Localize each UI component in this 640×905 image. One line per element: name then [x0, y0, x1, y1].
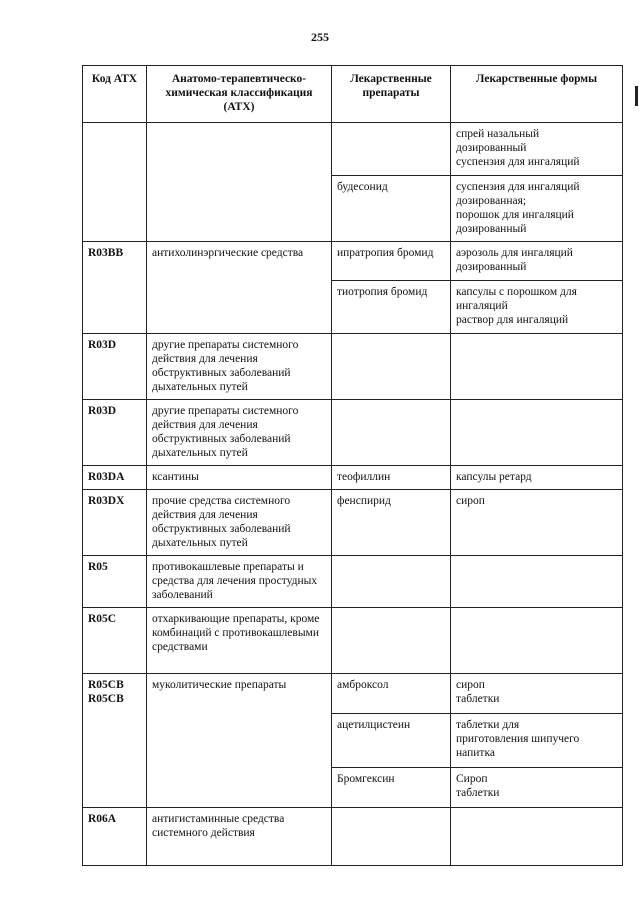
cell-atc-code: R03DA	[83, 466, 147, 490]
cell-drug	[332, 400, 451, 466]
cell-dosage-form: суспензия для ингаляций дозированная; порошок для ингаляций дозированный	[451, 176, 623, 242]
cell-dosage-form: капсулы с порошком для ингаляций раствор для ингаляций	[451, 281, 623, 334]
cell-dosage-form: таблетки для приготовления шипучего напитка	[451, 714, 623, 768]
scan-edge-mark	[635, 86, 638, 106]
cell-drug	[332, 123, 451, 176]
cell-atc-code: R05	[83, 556, 147, 608]
cell-drug: тиотропия бромид	[332, 281, 451, 334]
cell-dosage-form: Сироп таблетки	[451, 768, 623, 808]
cell-drug: амброксол	[332, 674, 451, 714]
cell-drug: теофиллин	[332, 466, 451, 490]
table-row	[83, 334, 623, 400]
cell-dosage-form: аэрозоль для ингаляций дозированный	[451, 242, 623, 281]
header-atc-code: Код АТХ	[83, 66, 147, 123]
cell-dosage-form	[451, 556, 623, 608]
cell-atc-code	[83, 123, 147, 242]
cell-classification	[147, 123, 332, 242]
cell-classification: отхаркивающие препараты, кроме комбинаций с противокашлевыми средствами	[147, 608, 332, 674]
atc-drug-table	[82, 65, 623, 866]
header-dosage-forms: Лекарственные формы	[451, 66, 623, 123]
cell-classification: прочие средства системного действия для лечения обструктивных заболеваний дыхательных путей	[147, 490, 332, 556]
cell-classification: ксантины	[147, 466, 332, 490]
cell-atc-code: R05C	[83, 608, 147, 674]
cell-drug: фенспирид	[332, 490, 451, 556]
cell-classification: противокашлевые препараты и средства для лечения простудных заболеваний	[147, 556, 332, 608]
cell-drug	[332, 608, 451, 674]
cell-drug	[332, 334, 451, 400]
cell-dosage-form: сироп таблетки	[451, 674, 623, 714]
cell-atc-code: R03BB	[83, 242, 147, 334]
cell-drug	[332, 808, 451, 866]
table-row	[83, 674, 623, 714]
cell-dosage-form: сироп	[451, 490, 623, 556]
cell-atc-code: R05CB R05CB	[83, 674, 147, 808]
cell-drug: Бромгексин	[332, 768, 451, 808]
cell-atc-code: R03DX	[83, 490, 147, 556]
header-atc-classification: Анатомо-терапевтическо-химическая классификация (АТХ)	[147, 66, 332, 123]
cell-drug	[332, 556, 451, 608]
cell-drug: ипратропия бромид	[332, 242, 451, 281]
table-row	[83, 242, 623, 281]
cell-classification: другие препараты системного действия для лечения обструктивных заболеваний дыхательных путей	[147, 400, 332, 466]
cell-dosage-form	[451, 808, 623, 866]
table-row	[83, 400, 623, 466]
table-row	[83, 466, 623, 490]
table-header-row	[83, 66, 623, 123]
cell-classification: антигистаминные средства системного действия	[147, 808, 332, 866]
header-drugs: Лекарственные препараты	[332, 66, 451, 123]
cell-drug: ацетилцистеин	[332, 714, 451, 768]
cell-classification: муколитические препараты	[147, 674, 332, 808]
cell-dosage-form	[451, 608, 623, 674]
table-row	[83, 123, 623, 176]
cell-drug: будесонид	[332, 176, 451, 242]
cell-atc-code: R03D	[83, 334, 147, 400]
cell-classification: другие препараты системного действия для лечения обструктивных заболеваний дыхательных путей	[147, 334, 332, 400]
cell-atc-code: R06A	[83, 808, 147, 866]
cell-atc-code: R03D	[83, 400, 147, 466]
cell-classification: антихолинэргические средства	[147, 242, 332, 334]
table-row	[83, 556, 623, 608]
cell-dosage-form: спрей назальный дозированный суспензия для ингаляций	[451, 123, 623, 176]
table-row	[83, 808, 623, 866]
table-row	[83, 490, 623, 556]
cell-dosage-form	[451, 334, 623, 400]
cell-dosage-form: капсулы ретард	[451, 466, 623, 490]
cell-dosage-form	[451, 400, 623, 466]
page-number: 255	[311, 30, 329, 44]
table-row	[83, 608, 623, 674]
